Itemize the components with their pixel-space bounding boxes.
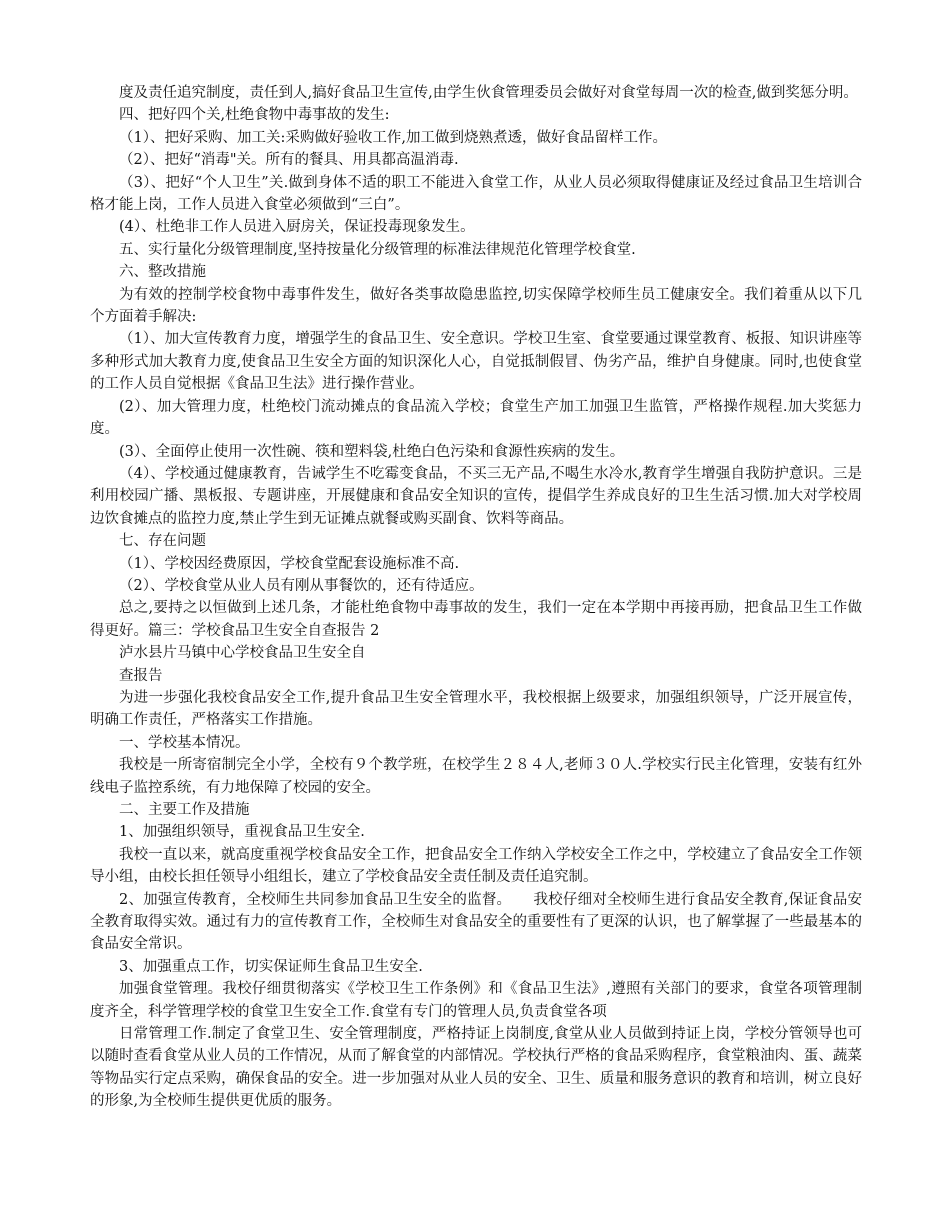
paragraph-18: 查报告 (119, 667, 163, 684)
paragraph-10: (2）、加大管理力度，杜绝校门流动摊点的食品流入学校；食堂生产加工加强卫生监管，严格操作规程.加大奖惩力度。 (90, 398, 862, 438)
paragraph-20: 一、学校基本情况。 (119, 734, 250, 751)
paragraph-21: 我校是一所寄宿制完全小学，全校有９个教学班，在校学生２８４人,老师３０人.学校实行民主化管理，安装有红外线电子监控系统，有力地保障了校园的安全。 (90, 757, 862, 796)
paragraph-4: （3）、把好“个人卫生”关.做到身体不适的职工不能进入食堂工作，从业人员必须取得健康证及经过食品卫生培训合格才能上岗，工作人员进入食堂必须做到“三白”。 (90, 174, 862, 214)
document-page (90, 82, 862, 1113)
paragraph-13: 七、存在问题 (119, 533, 206, 550)
paragraph-8: 为有效的控制学校食物中毒事件发生，做好各类事故隐患监控,切实保障学校师生员工健康安全。我们着重从以下几个方面着手解决: (90, 286, 862, 326)
paragraph-11: (3）、全面停止使用一次性碗、筷和塑料袋,杜绝白色污染和食源性疾病的发生。 (119, 443, 625, 460)
paragraph-7: 六、整改措施 (119, 264, 206, 281)
paragraph-6: 五、实行量化分级管理制度,坚持按量化分级管理的标准法律规范化管理学校食堂. (119, 241, 636, 258)
paragraph-28: 日常管理工作.制定了食堂卫生、安全管理制度，严格持证上岗制度,食堂从业人员做到持证上岗，学校分管领导也可以随时查看食堂从业人员的工作情况，从而了解食堂的内部情况。学校执行严格的食品采购程序，食堂粮油肉、蛋、蔬菜等物品实行定点采购，确保食品的安全。进一步加强对从业人员的安全、卫生、质量和服务意识的教育和培训，树立良好的形象,为全校师生提供更优质的服务。 (90, 1026, 862, 1110)
paragraph-22: 二、主要工作及措施 (119, 802, 250, 818)
paragraph-14: （1）、学校因经费原因，学校食堂配套设施标准不高. (119, 555, 460, 572)
paragraph-15: （2）、学校食堂从业人员有刚从事餐饮的，还有待适应。 (119, 577, 484, 594)
paragraph-24: 我校一直以来，就高度重视学校食品安全工作，把食品安全工作纳入学校安全工作之中，学校建立了食品安全工作领导小组，由校长担任领导小组组长，建立了学校食品安全责任制及责任追究制。 (90, 846, 862, 886)
paragraph-9: （1）、加大宣传教育力度，增强学生的食品卫生、安全意识。学校卫生室、食堂要通过课堂教育、板报、知识讲座等多种形式加大教育力度,使食品卫生安全方面的知识深化人心，自觉抵制假冒、伪劣产品，维护自身健康。同时,也使食堂的工作人员自觉根据《食品卫生法》进行操作营业。 (90, 331, 862, 393)
paragraph-16: 总之,要持之以恒做到上述几条，才能杜绝食物中毒事故的发生，我们一定在本学期中再接再励，把食品卫生工作做得更好。篇三：学校食品卫生安全自查报告 2 (90, 600, 862, 639)
paragraph-17: 泸水县片马镇中心学校食品卫生安全自 (119, 645, 366, 662)
paragraph-0: 度及责任追究制度，责任到人,搞好食品卫生宣传,由学生伙食管理委员会做好对食堂每周一次的检查,做到奖惩分明。 (119, 85, 858, 101)
paragraph-26: 3、加强重点工作，切实保证师生食品卫生安全. (119, 958, 423, 975)
paragraph-2: （1）、把好采购、加工关:采购做好验收工作,加工做到烧熟煮透，做好食品留样工作。 (119, 129, 667, 146)
paragraph-5: (4）、杜绝非工作人员进入厨房关，保证投毒现象发生。 (119, 219, 475, 236)
paragraph-27: 加强食堂管理。我校仔细贯彻落实《学校卫生工作条例》和《食品卫生法》,遵照有关部门的要求，食堂各项管理制度齐全，科学管理学校的食堂卫生安全工作.食堂有专门的管理人员,负责食堂各项 (90, 981, 862, 1020)
paragraph-19: 为进一步强化我校食品安全工作,提升食品卫生安全管理水平，我校根据上级要求，加强组织领导，广泛开展宣传，明确工作责任，严格落实工作措施。 (90, 689, 862, 729)
paragraph-12: （4）、学校通过健康教育，告诫学生不吃霉变食品，不买三无产品,不喝生水冷水,教育学生增强自我防护意识。三是利用校园广播、黑板报、专题讲座，开展健康和食品安全知识的宣传，提倡学生养成良好的卫生生活习惯.加大对学校周边饮食摊点的监控力度,禁止学生到无证摊点就餐或购买副食、饮料等商品。 (90, 465, 862, 527)
paragraph-23: 1、加强组织领导，重视食品卫生安全. (119, 824, 365, 841)
paragraph-1: 四、把好四个关,杜绝食物中毒事故的发生: (119, 107, 390, 124)
paragraph-3: （2）、把好“消毒"关。所有的餐具、用具都高温消毒. (119, 152, 459, 169)
paragraph-25: 2、加强宣传教育，全校师生共同参加食品卫生安全的监督。 我校仔细对全校师生进行食品安全教育,保证食品安全教育取得实效。通过有力的宣传教育工作，全校师生对食品安全的重要性有了更深的认识，也了解掌握了一些最基本的食品安全常识。 (90, 891, 862, 953)
